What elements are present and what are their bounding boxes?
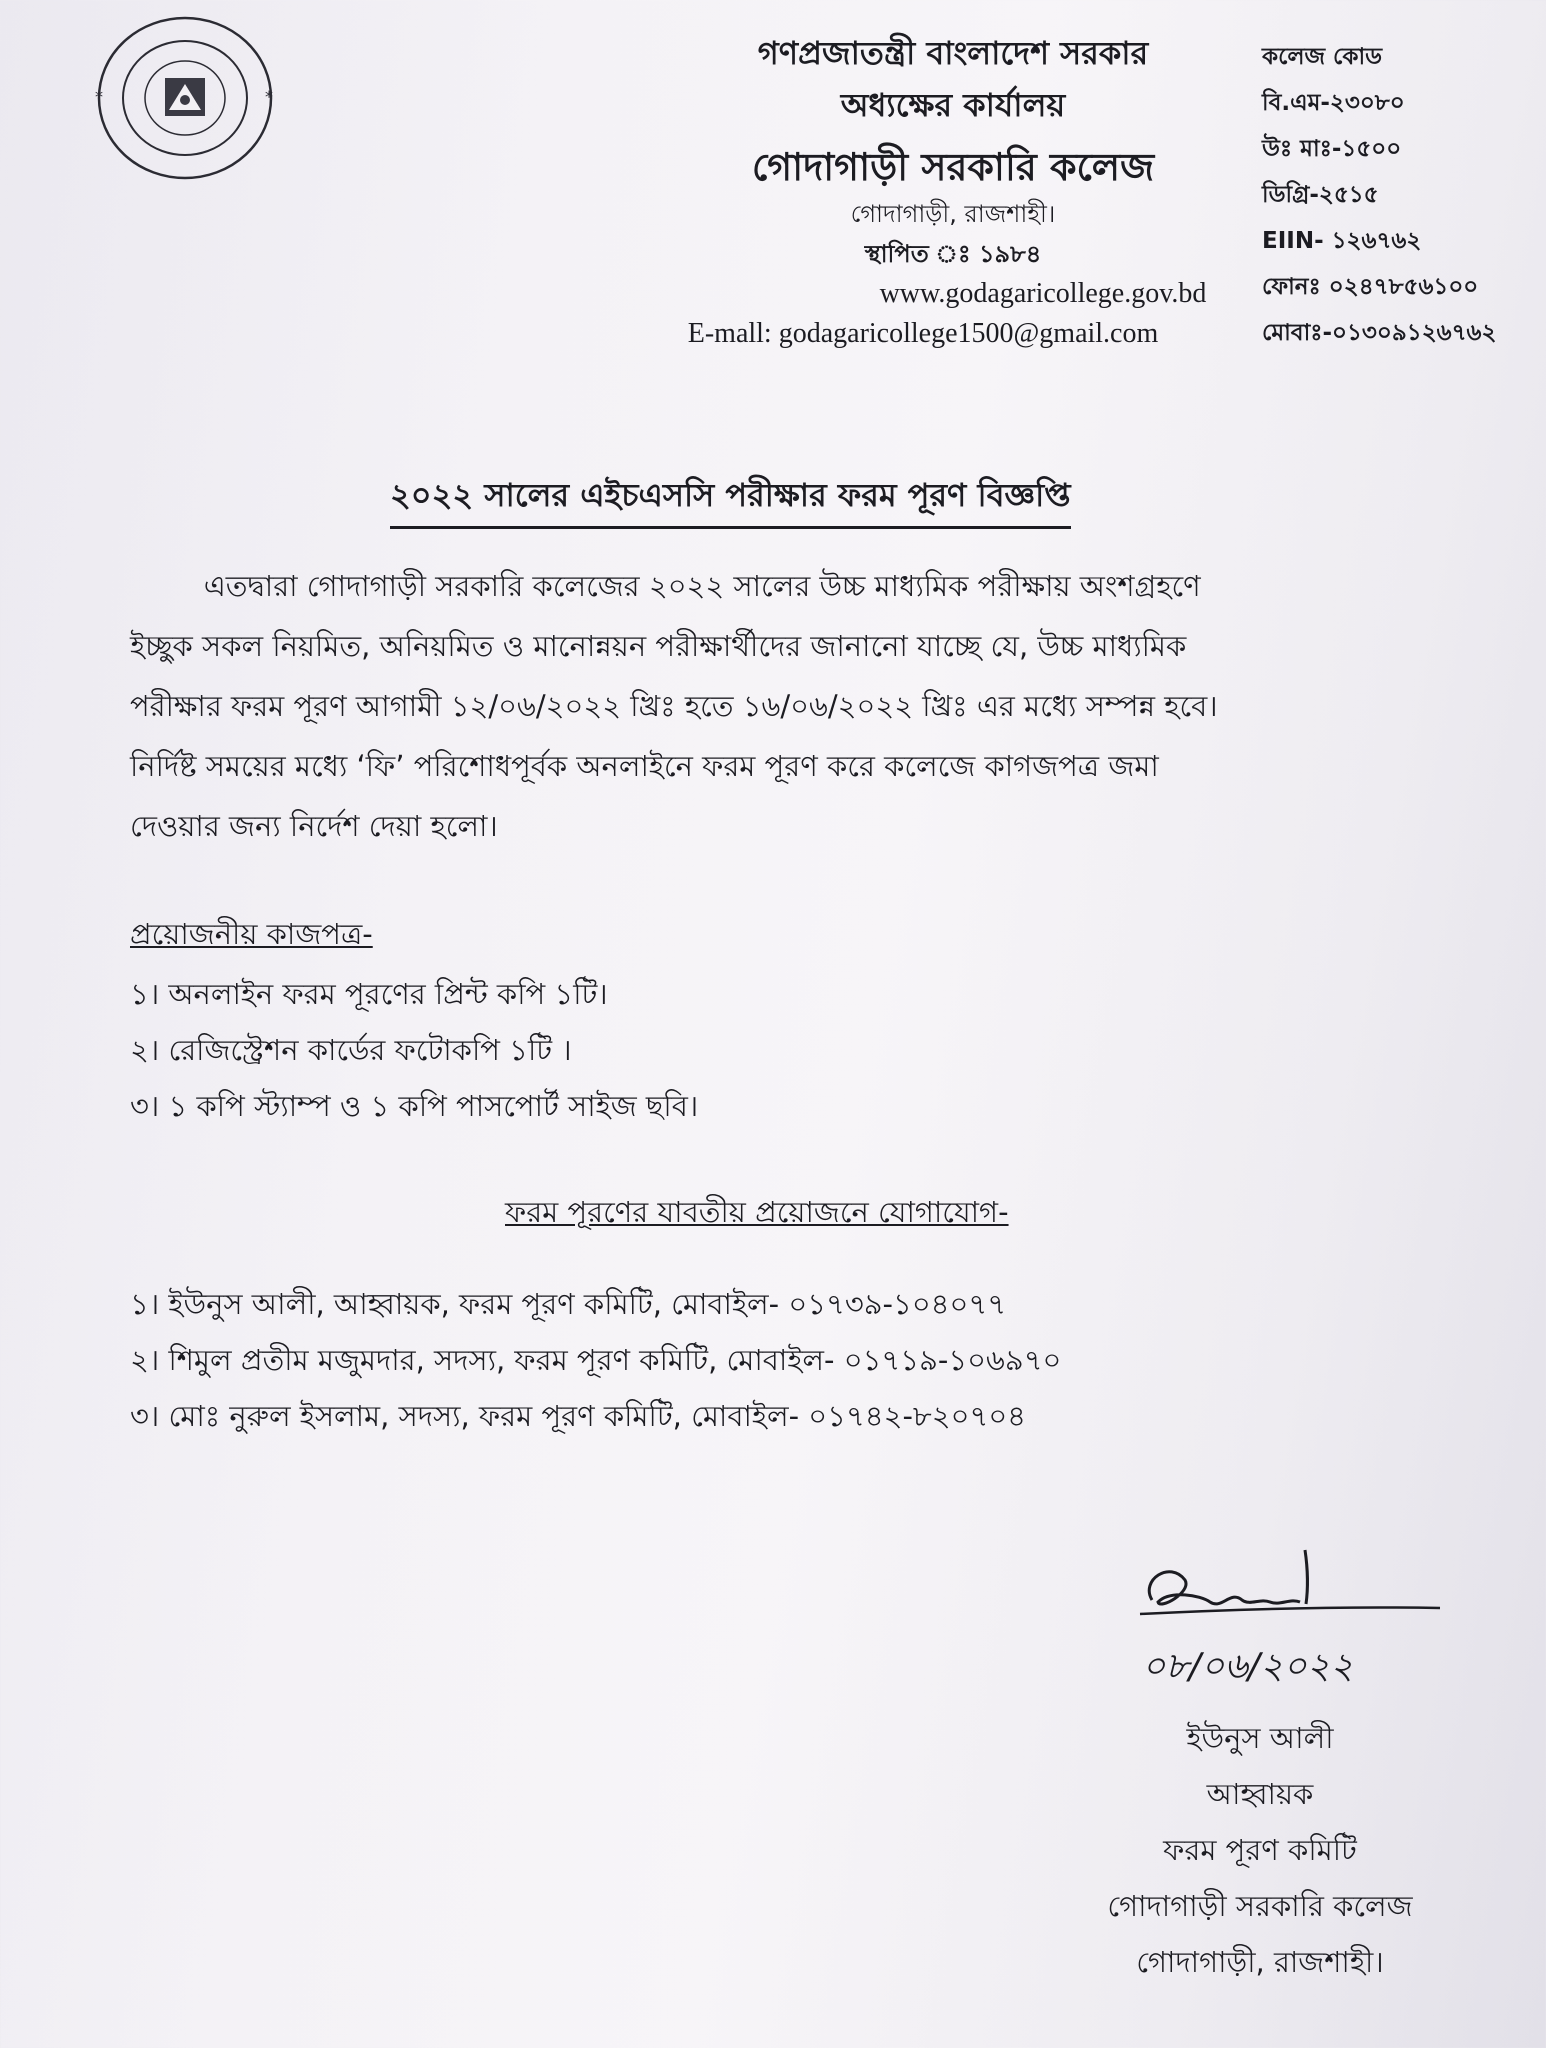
signer-name: ইউনুস আলী <box>1186 1721 1334 1755</box>
list-item: ১। অনলাইন ফরম পূরণের প্রিন্ট কপি ১টি। <box>130 977 608 1011</box>
website-link[interactable]: www.godagaricollege.gov.bd <box>879 278 1207 309</box>
signer-committee: ফরম পূরণ কমিটি <box>1163 1833 1357 1867</box>
body-line: দেওয়ার জন্য নির্দেশ দেয়া হলো। <box>130 809 498 843</box>
list-item: ২। শিমুল প্রতীম মজুমদার, সদস্য, ফরম পূরণ কমিটি, মোবাইল- ০১৭১৯-১০৬৯৭০ <box>130 1343 1062 1377</box>
list-item: ৩। ১ কপি স্ট্যাম্প ও ১ কপি পাসপোর্ট সাইজ ছবি। <box>130 1089 699 1123</box>
signer-block <box>1050 1710 1470 1990</box>
code-mobile: মোবাঃ-০১৩০৯১২৬৭৬২ <box>1262 320 1497 346</box>
notice-title: ২০২২ সালের এইচএসসি পরীক্ষার ফরম পূরণ বিজ্ঞপ্তি <box>390 470 1071 529</box>
code-degree: ডিগ্রি-২৫১৫ <box>1262 182 1379 208</box>
body-line: নির্দিষ্ট সময়ের মধ্যে ‘ফি’ পরিশোধপূর্বক অনলাইনে ফরম পূরণ করে কলেজে কাগজপত্র জমা <box>130 749 1159 783</box>
code-eiin: EIIN- ১২৬৭৬২ <box>1262 228 1422 254</box>
svg-text:*: * <box>265 87 273 106</box>
list-item: ১। ইউনুস আলী, আহ্বায়ক, ফরম পূরণ কমিটি, মোবাইল- ০১৭৩৯-১০৪০৭৭ <box>130 1287 1007 1321</box>
college-codes <box>1262 34 1496 356</box>
established-year: স্থাপিত ঃ ১৯৮৪ <box>864 240 1042 268</box>
signature-date: ০৮/০৬/২০২২ <box>1142 1646 1354 1687</box>
body-line: পরীক্ষার ফরম পূরণ আগামী ১২/০৬/২০২২ খ্রিঃ হতে ১৬/০৬/২০২২ খ্রিঃ এর মধ্যে সম্পন্ন হবে। <box>130 689 1218 723</box>
email-address[interactable]: E-mall: godagaricollege1500@gmail.com <box>687 318 1159 349</box>
code-bm: বি.এম-২৩০৮০ <box>1262 90 1405 116</box>
signer-role: আহ্বায়ক <box>1206 1777 1314 1811</box>
college-name: গোদাগাড়ী সরকারি কলেজ <box>751 145 1155 189</box>
government-name: গণপ্রজাতন্ত্রী বাংলাদেশ সরকার <box>757 34 1149 72</box>
requirements-heading: প্রয়োজনীয় কাজপত্র- <box>130 917 373 951</box>
contacts-heading: ফরম পূরণের যাবতীয় প্রয়োজনে যোগাযোগ- <box>505 1195 1009 1229</box>
signer-college: গোদাগাড়ী সরকারি কলেজ <box>1107 1889 1413 1923</box>
office-name: অধ্যক্ষের কার্যালয় <box>840 86 1066 124</box>
contacts-list <box>130 1276 1061 1444</box>
notice-body <box>130 556 1510 856</box>
college-address: গোদাগাড়ী, রাজশাহী। <box>850 200 1056 228</box>
list-item: ২। রেজিস্ট্রেশন কার্ডের ফটোকপি ১টি । <box>130 1033 572 1067</box>
requirements-list <box>130 966 698 1134</box>
body-line: এতদ্বারা গোদাগাড়ী সরকারি কলেজের ২০২২ সালের উচ্চ মাধ্যমিক পরীক্ষায় অংশগ্রহণে <box>130 569 1201 603</box>
signature-icon <box>1130 1540 1450 1700</box>
code-hsc: উঃ মাঃ-১৫০০ <box>1262 136 1402 162</box>
svg-text:*: * <box>95 87 103 106</box>
code-phone: ফোনঃ ০২৪৭৮৫৬১০০ <box>1262 274 1479 300</box>
body-line: ইচ্ছুক সকল নিয়মিত, অনিয়মিত ও মানোন্নয়ন পরীক্ষার্থীদের জানানো যাচ্ছে যে, উচ্চ মাধ্যমিক <box>130 629 1187 663</box>
code-label: কলেজ কোড <box>1262 44 1383 70</box>
signer-location: গোদাগাড়ী, রাজশাহী। <box>1136 1945 1384 1979</box>
list-item: ৩। মোঃ নুরুল ইসলাম, সদস্য, ফরম পূরণ কমিটি, মোবাইল- ০১৭৪২-৮২০৭০৪ <box>130 1399 1026 1433</box>
